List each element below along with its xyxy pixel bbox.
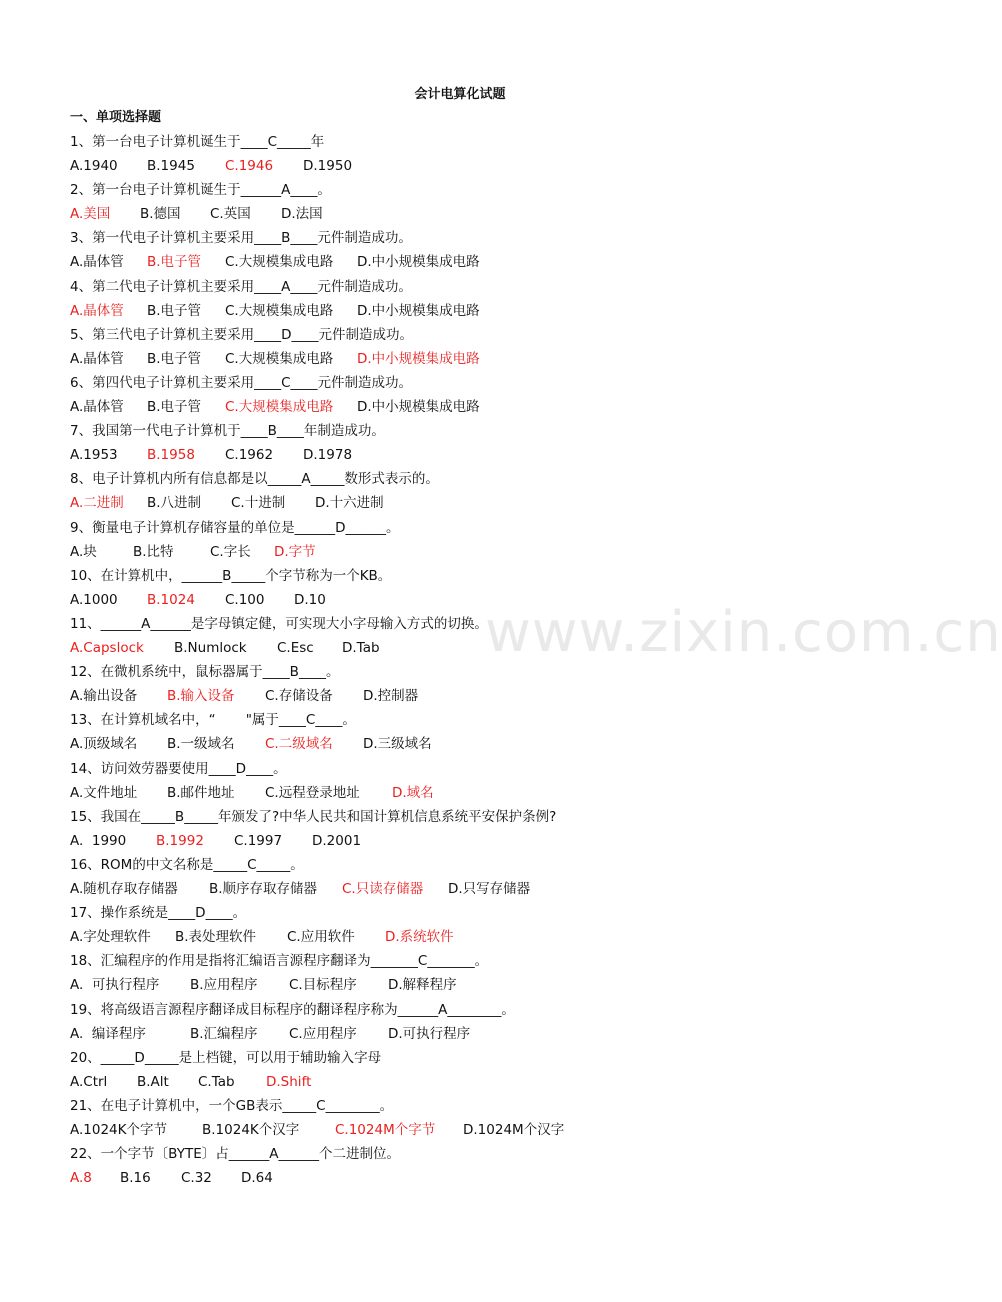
question-text: 7、我国第一代电子计算机于____B____年制造成功。 — [70, 423, 385, 440]
answer-option: D.十六进制 — [315, 495, 384, 512]
answer-option: B.一级域名 — [167, 736, 235, 753]
question-text: 1、第一台电子计算机诞生于____C_____年 — [70, 134, 325, 150]
answer-option-correct: B.电子管 — [147, 254, 202, 271]
answer-option: A.顶级域名 — [70, 736, 138, 753]
answer-option: C.应用软件 — [287, 929, 355, 946]
question-text: 12、在微机系统中，鼠标器属于____B____。 — [70, 664, 340, 681]
answer-option: C.英国 — [210, 206, 251, 223]
section-heading: 一、单项选择题 — [70, 110, 162, 125]
answer-option: C.大规模集成电路 — [225, 302, 334, 319]
answer-option-correct: C.1946 — [225, 158, 274, 174]
answer-option-correct: B.1992 — [156, 832, 204, 849]
answer-option-correct: D.系统软件 — [385, 929, 454, 946]
answer-option: C.1997 — [234, 832, 283, 849]
question-text: 16、ROM的中文名称是_____C_____。 — [70, 857, 304, 873]
answer-option: D.10 — [294, 591, 326, 608]
answer-option: C.应用程序 — [289, 1025, 357, 1042]
answer-option: A.1000 — [70, 591, 118, 608]
question-text: 10、在计算机中，______B_____个字节称为一个KB。 — [70, 567, 392, 584]
answer-option: C.32 — [181, 1170, 212, 1187]
answer-option-correct: C.只读存储器 — [342, 881, 424, 897]
answer-option: D.Tab — [342, 640, 380, 656]
answer-option: A. 可执行程序 — [70, 977, 160, 994]
answer-option: C.100 — [225, 591, 265, 608]
answer-option: A.1024K个字节 — [70, 1122, 167, 1138]
question-text: 22、一个字节〔BYTE〕占______A______个二进制位。 — [70, 1146, 400, 1163]
answer-option: D.1950 — [303, 158, 353, 174]
answer-option: C.目标程序 — [289, 977, 357, 994]
answer-option: B.应用程序 — [190, 977, 258, 994]
watermark: www.zixin.com.cn — [485, 600, 1002, 665]
question-text: 8、电子计算机内所有信息都是以_____A_____数形式表示的。 — [70, 471, 439, 488]
answer-option: A.1953 — [70, 447, 118, 464]
answer-option: B.顺序存取存储器 — [209, 881, 318, 897]
answer-option: D.2001 — [312, 832, 362, 849]
question-text: 13、在计算机域名中，“ "属于____C____。 — [70, 712, 356, 729]
question-text: 17、操作系统是____D____。 — [70, 905, 247, 922]
answer-option-correct: C.二级域名 — [265, 736, 333, 753]
answer-option: D.控制器 — [363, 688, 419, 705]
answer-option: C.1962 — [225, 447, 274, 464]
answer-option: D.可执行程序 — [388, 1025, 471, 1042]
answer-option: D.中小规模集成电路 — [357, 399, 480, 415]
answer-option: A.文件地址 — [70, 784, 138, 801]
answer-option: C.大规模集成电路 — [225, 350, 334, 367]
question-text: 15、我国在_____B_____年颁发了?中华人民共和国计算机信息系统平安保护条例? — [70, 808, 557, 825]
answer-option: A.块 — [70, 543, 97, 560]
answer-option: B.八进制 — [147, 495, 202, 512]
answer-option: A.晶体管 — [70, 350, 124, 367]
answer-option: B.1024K个汉字 — [202, 1122, 300, 1138]
answer-option: C.Esc — [277, 640, 314, 656]
answer-option-correct: A.美国 — [70, 206, 111, 223]
question-text: 9、衡量电子计算机存储容量的单位是______D______。 — [70, 519, 400, 536]
answer-option: D.中小规模集成电路 — [357, 254, 480, 271]
answer-option-correct: D.Shift — [266, 1073, 312, 1090]
question-text: 2、第一台电子计算机诞生于______A____。 — [70, 182, 331, 199]
answer-option: C.十进制 — [231, 495, 286, 512]
answer-option-correct: A.Capslock — [70, 640, 144, 656]
answer-option: B.德国 — [140, 206, 181, 223]
answer-option: B.汇编程序 — [190, 1025, 258, 1042]
answer-option: A.Ctrl — [70, 1073, 108, 1090]
answer-option: A. 编译程序 — [70, 1025, 146, 1042]
answer-option: D.只写存储器 — [448, 881, 531, 897]
answer-option: D.64 — [241, 1170, 273, 1187]
answer-option: D.1978 — [303, 447, 353, 464]
answer-option: B.Numlock — [174, 640, 247, 656]
answer-option: D.法国 — [281, 206, 323, 223]
answer-option-correct: D.字节 — [274, 543, 316, 560]
answer-option-correct: C.1024M个字节 — [335, 1122, 436, 1138]
question-text: 19、将高级语言源程序翻译成目标程序的翻译程序称为______A________。 — [70, 1001, 515, 1018]
question-text: 4、第二代电子计算机主要采用____A____元件制造成功。 — [70, 278, 412, 295]
answer-option-correct: D.中小规模集成电路 — [357, 350, 480, 367]
answer-option: A. 1990 — [70, 832, 127, 849]
answer-option: A.晶体管 — [70, 254, 124, 271]
answer-option: A.1940 — [70, 158, 118, 174]
answer-option-correct: B.1958 — [147, 447, 195, 464]
question-text: 14、访问效劳器要使用____D____。 — [70, 760, 287, 777]
answer-option: A.字处理软件 — [70, 929, 151, 946]
question-text: 5、第三代电子计算机主要采用____D____元件制造成功。 — [70, 326, 413, 343]
answer-option: D.解释程序 — [388, 977, 457, 994]
answer-option: B.比特 — [133, 543, 174, 560]
question-text: 6、第四代电子计算机主要采用____C____元件制造成功。 — [70, 375, 413, 391]
answer-option-correct: B.输入设备 — [167, 688, 235, 705]
answer-option: C.大规模集成电路 — [225, 254, 334, 271]
answer-option: B.Alt — [137, 1073, 169, 1090]
answer-option-correct: C.大规模集成电路 — [225, 399, 334, 415]
answer-option: B.邮件地址 — [167, 784, 235, 801]
question-text: 20、_____D_____是上档键，可以用于辅助输入字母 — [70, 1049, 382, 1066]
answer-option: A.随机存取存储器 — [70, 881, 178, 897]
question-text: 21、在电子计算机中，一个GB表示_____C________。 — [70, 1098, 394, 1114]
question-text: 18、汇编程序的作用是指将汇编语言源程序翻译为_______C_______。 — [70, 953, 489, 970]
answer-option: A.晶体管 — [70, 399, 124, 415]
answer-option-correct: A.晶体管 — [70, 302, 124, 319]
answer-option-correct: B.1024 — [147, 591, 195, 608]
question-text: 3、第一代电子计算机主要采用____B____元件制造成功。 — [70, 230, 412, 247]
answer-option: D.中小规模集成电路 — [357, 302, 480, 319]
answer-option: D.三级域名 — [363, 736, 432, 753]
answer-option: B.电子管 — [147, 350, 202, 367]
answer-option-correct: D.域名 — [392, 784, 434, 801]
answer-option-correct: A.二进制 — [70, 495, 124, 512]
answer-option: C.远程登录地址 — [265, 784, 360, 801]
answer-option: A.输出设备 — [70, 688, 138, 705]
answer-option: B.16 — [120, 1170, 151, 1187]
question-text: 11、______A______是字母镇定健，可实现大小字母输入方式的切换。 — [70, 616, 488, 632]
document-title: 会计电算化试题 — [414, 87, 506, 102]
answer-option-correct: A.8 — [70, 1170, 92, 1187]
answer-option: B.1945 — [147, 158, 195, 174]
answer-option: B.表处理软件 — [175, 929, 257, 946]
answer-option: B.电子管 — [147, 399, 202, 415]
answer-option: C.存储设备 — [265, 688, 333, 705]
answer-option: C.Tab — [198, 1073, 235, 1090]
answer-option: C.字长 — [210, 543, 251, 560]
answer-option: D.1024M个汉字 — [463, 1122, 565, 1138]
answer-option: B.电子管 — [147, 302, 202, 319]
